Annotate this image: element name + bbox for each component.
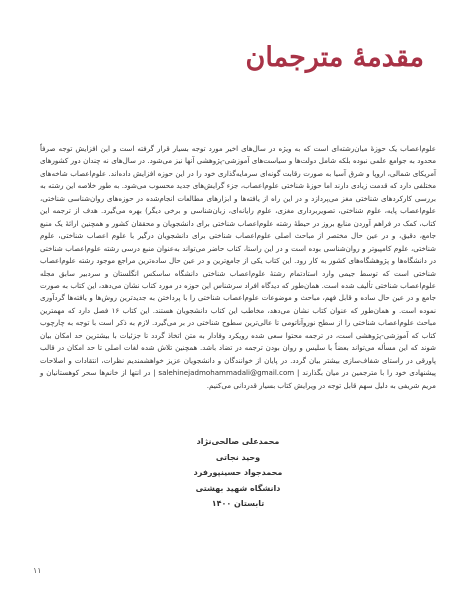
translator-name-2: وحید نجاتی xyxy=(215,452,261,462)
translator-name-1: محمدعلی صالحی‌نژاد xyxy=(196,437,280,446)
page-number: ۱۱ xyxy=(33,566,42,575)
page-title: مقدمهٔ مترجمان xyxy=(245,42,424,73)
date-line: تابستان ۱۴۰۰ xyxy=(211,499,265,508)
translator-name-3: محمدجواد حسینپورفرد xyxy=(193,468,283,477)
preface-body xyxy=(40,143,436,392)
preface-text-end: | در انتها از خانم‌ها سحر کوهستانیان و مریم شریفی به دلیل سهم قابل توجه در ویرایش کتاب بسیار قدردانی می‌کنیم. xyxy=(40,368,436,390)
affiliation: دانشگاه شهید بهشتی xyxy=(195,483,281,493)
translators-signature xyxy=(0,434,476,512)
email-address: salehinejadmohammadali@gmail.com xyxy=(158,368,295,378)
preface-paragraph xyxy=(40,143,436,392)
preface-text: علوم‌اعصاب یک حوزهٔ میان‌رشته‌ای است که به ویژه در سال‌های اخیر مورد توجه بسیار قرار گرفته است و این افزایش توجه صرفاً محدود به جوامع علمی نبوده بلکه شامل دولت‌ها و سیاست‌های آموزشی-پژوهشی آنها نیز می‌شود. در سال‌های نه چندان دور کشورهای آمریکای شمالی، اروپا و شرق آسیا به صورت رقابت گونه‌ای سرمایه‌گذاری خود را در این حوزه افزایش داده‌اند. علوم‌اعصاب شاخه‌های مختلفی دارد که قدمت زیادی دارند اما حوزهٔ شناختی علوم‌اعصاب، جزء گرایش‌های جدید محسوب می‌شود. به طور خلاصه این رشته به بررسی کارکردهای شناختی مغز می‌پردازد و در این راه از یافته‌ها و ابزارهای مطالعات انجام‌شده در حوزه‌های روان‌شناسی شناختی، علوم‌اعصاب پایه، علوم شناختی، تصویربرداری مغزی، علوم رایانه‌ای، زبان‌شناسی و برخی دیگر) بهره می‌گیرد. هدف از ترجمه این کتاب، کمک در فراهم آوردن منابع بروز در حیطهٔ رشته علوم‌اعصاب شناختی برای دانشجویان و محققان کشور و همچنین ارائهٔ یک منبع جامع، دقیق، و در عین حال مختصر از مباحث اصلی علوم‌اعصاب شناختی برای دانشجویان درگیر با علوم اعصاب شناختی، علوم شناختی، علوم کامپیوتر و روان‌شناسی بوده است و در این راستا، کتاب حاضر می‌تواند به‌عنوان منبع درسی رشته علوم‌اعصاب شناختی در دانشگاه‌ها و پژوهشگاه‌های کشور به کار رود. این کتاب یکی از جامع‌ترین و در عین حال ساده‌ترین مراجع موجود رشته علوم‌اعصاب شناختی است که توسط جیمی وارد استادتمام رشتهٔ علوم‌اعصاب شناختی دانشگاه ساسکس انگلستان و سردبیر سابق مجله علوم‌اعصاب شناختی تألیف شده است. همان‌طور که دیدگاه افراد سرشناس این حوزه در مورد کتاب نشان می‌دهد، این کتاب به صورت جامع و در عین حال ساده و قابل فهم، مباحث و موضوعات علوم‌اعصاب شناختی را با پرداختن به جدیدترین روش‌ها و یافته‌ها گردآوری نموده است. و همان‌طور که عنوان کتاب نشان می‌دهد، مخاطب این کتاب دانشجویان هستند. این کتاب ۱۶ فصل دارد که مهمترین مباحث علوم‌اعصاب شناختی را از سطح نوروآناتومی تا عالی‌ترین سطوح شناختی در بر می‌گیرد. لازم به ذکر است با توجه به چارچوب کتاب که آموزشی-پژوهشی است، در ترجمه محتوا سعی شده رویکرد وفادار به متن اتخاذ گردد تا جزئیات با بیشترین حد امکان بیان شوند که این مسأله می‌تواند بعضاً با سلیس و روان بودن ترجمه در تضاد باشد. همچنین تلاش شده لغات اصلی تا حد امکان در قالب پاورقی در راستای شفاف‌سازی بیشتر بیان گردد. در پایان از خوانندگان و دانشجویان عزیز خواهشمندیم نظرات، انتقادات و اصلاحات پیشنهادی خود را با مترجمین در میان بگذارند | xyxy=(40,144,436,378)
